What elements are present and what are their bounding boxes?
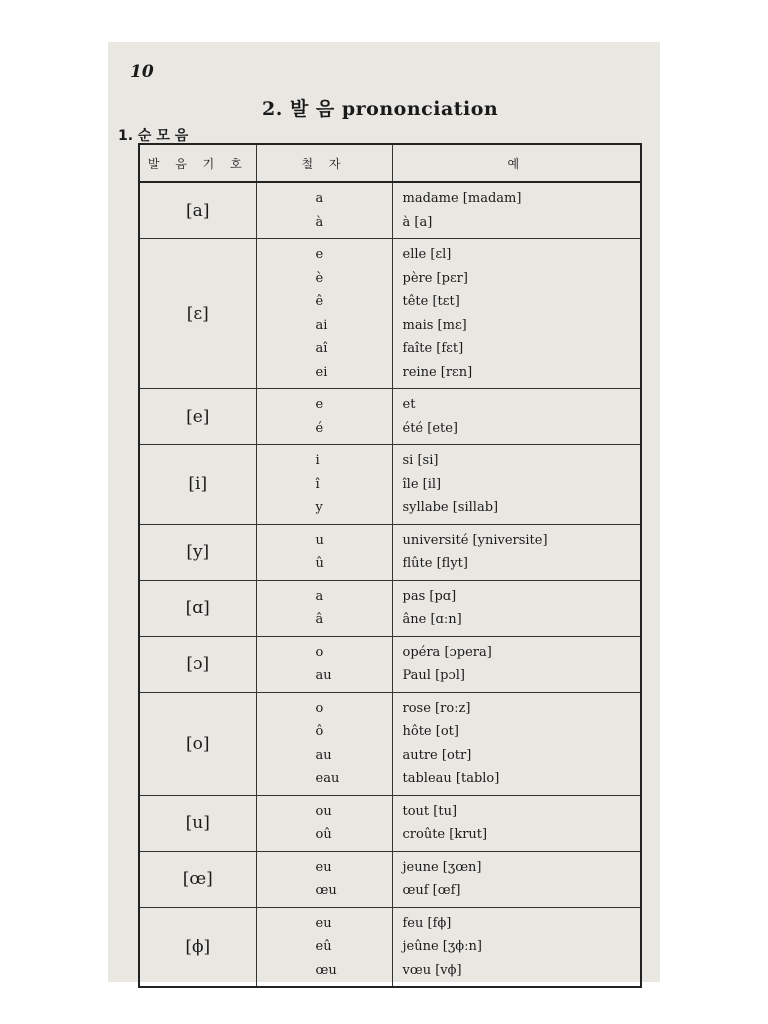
table-row [139, 795, 641, 851]
spelling: ou [315, 803, 332, 819]
example-word: jeune [ʒœn] [402, 859, 482, 875]
example-cell [392, 795, 641, 851]
spelling: è [315, 270, 324, 286]
table-row [139, 851, 641, 907]
spelling: eau [315, 771, 340, 786]
example-word: île [il] [402, 476, 442, 492]
phonetic-symbol: [a] [139, 182, 256, 239]
spelling: o [315, 700, 324, 716]
spelling: œu [315, 962, 337, 978]
example-cell [392, 636, 641, 692]
spelling: e [315, 247, 324, 262]
phonetic-symbol: [ϕ] [139, 907, 256, 987]
phonetic-symbol: [œ] [139, 851, 256, 907]
phonetic-symbol: [o] [139, 692, 256, 795]
example-word: rose [roːz] [402, 700, 471, 716]
example-word: faîte [fɛt] [402, 341, 464, 356]
spelling: au [315, 668, 332, 683]
spelling: i [315, 453, 320, 468]
example-word: tableau [tablo] [402, 771, 500, 786]
example-cell [392, 907, 641, 987]
phonetic-symbol: [ɑ] [139, 580, 256, 636]
table-row [139, 524, 641, 580]
example-word: tête [tɛt] [402, 294, 460, 309]
phonetic-symbol: [u] [139, 795, 256, 851]
example-word: autre [otr] [402, 747, 472, 763]
spelling-cell [256, 239, 392, 389]
example-word: Paul [pɔl] [402, 668, 465, 683]
example-cell [392, 389, 641, 445]
spelling: a [315, 588, 324, 604]
spelling-cell [256, 524, 392, 580]
spelling-cell [256, 636, 392, 692]
spelling: a [315, 191, 324, 206]
header-example: 예 [392, 144, 641, 182]
spelling-cell [256, 907, 392, 987]
example-word: reine [rɛn] [402, 364, 473, 380]
subsection-title: 1. 순 모 음 [118, 128, 189, 144]
spelling: aî [315, 341, 328, 356]
example-cell [392, 524, 641, 580]
page-number: 10 [130, 62, 154, 82]
example-cell [392, 851, 641, 907]
spelling: ai [315, 317, 328, 333]
spelling: à [315, 214, 324, 230]
spelling-cell [256, 182, 392, 239]
example-cell [392, 692, 641, 795]
spelling: ei [315, 364, 328, 380]
table-row [139, 907, 641, 987]
table-row [139, 389, 641, 445]
example-word: syllabe [sillab] [402, 500, 499, 515]
spelling: eu [315, 859, 332, 875]
spelling: î [315, 476, 320, 492]
example-word: été [ete] [402, 420, 458, 436]
example-cell [392, 580, 641, 636]
example-cell [392, 445, 641, 525]
phonetic-symbol: [i] [139, 445, 256, 525]
example-cell [392, 182, 641, 239]
spelling: au [315, 747, 332, 763]
example-word: père [pɛr] [402, 270, 468, 286]
phonetic-symbol: [ɔ] [139, 636, 256, 692]
example-word: opéra [ɔpera] [402, 644, 492, 660]
example-word: jeûne [ʒϕːn] [402, 939, 482, 954]
example-word: elle [ɛl] [402, 247, 452, 262]
table-row [139, 636, 641, 692]
spelling: û [315, 556, 324, 571]
spelling: oû [315, 827, 332, 842]
header-spelling: 철 자 [256, 144, 392, 182]
example-word: madame [madam] [402, 191, 522, 206]
spelling: eu [315, 915, 332, 931]
spelling: y [315, 500, 323, 515]
example-word: flûte [flyt] [402, 556, 468, 571]
spelling: é [315, 420, 324, 436]
spelling: o [315, 644, 324, 660]
example-word: œuf [œf] [402, 883, 461, 898]
spelling: ô [315, 724, 324, 739]
example-word: pas [pɑ] [402, 588, 457, 604]
spelling: e [315, 397, 324, 412]
table-row [139, 692, 641, 795]
example-word: âne [ɑːn] [402, 612, 462, 627]
table-header-row [139, 144, 641, 182]
spelling: ê [315, 294, 324, 309]
spelling-cell [256, 389, 392, 445]
spelling: eû [315, 939, 332, 954]
example-word: vœu [vϕ] [402, 962, 462, 978]
spelling-cell [256, 851, 392, 907]
example-word: tout [tu] [402, 803, 458, 819]
table-row [139, 182, 641, 239]
phonetic-symbol: [e] [139, 389, 256, 445]
example-word: si [si] [402, 453, 439, 468]
example-word: à [a] [402, 214, 433, 230]
section-title: 2. 발 음 prononciation [262, 98, 499, 120]
spelling-cell [256, 795, 392, 851]
example-word: mais [mɛ] [402, 317, 467, 333]
header-phonetic-symbol: 발 음 기 호 [139, 144, 256, 182]
spelling: œu [315, 883, 337, 898]
example-word: et [402, 397, 416, 412]
table-row [139, 580, 641, 636]
spelling-cell [256, 445, 392, 525]
pronunciation-table [138, 143, 642, 988]
example-word: feu [fϕ] [402, 915, 452, 931]
phonetic-symbol: [ɛ] [139, 239, 256, 389]
example-cell [392, 239, 641, 389]
spelling: u [315, 532, 324, 548]
table-row [139, 445, 641, 525]
spelling: â [315, 612, 324, 627]
table-row [139, 239, 641, 389]
example-word: hôte [ot] [402, 724, 459, 739]
example-word: université [yniversite] [402, 532, 548, 548]
spelling-cell [256, 692, 392, 795]
phonetic-symbol: [y] [139, 524, 256, 580]
example-word: croûte [krut] [402, 827, 488, 842]
spelling-cell [256, 580, 392, 636]
